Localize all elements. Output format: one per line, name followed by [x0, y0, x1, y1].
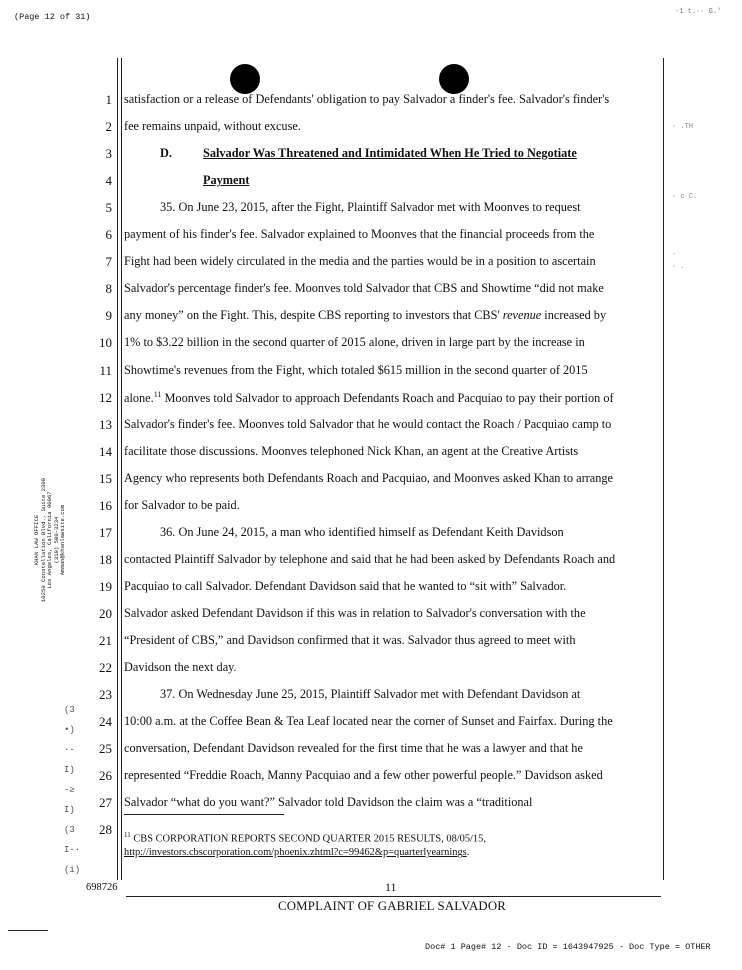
- line-number: 8: [105, 281, 112, 297]
- line-number: 24: [99, 714, 112, 730]
- document-id: 698726: [86, 882, 118, 893]
- line-text: Moonves told Salvador to approach Defendants Roach and Pacquiao to pay their portion of: [161, 390, 614, 405]
- footnote-rule: [124, 814, 284, 815]
- line-number: 21: [99, 633, 112, 648]
- right-edge-marks: [672, 120, 697, 274]
- text-line: [124, 119, 301, 134]
- line-text: increased by: [541, 308, 607, 323]
- edge-mark: · .: [672, 263, 685, 271]
- margin-mark: ·-: [64, 745, 75, 755]
- bottom-left-rule: [8, 930, 48, 931]
- firm-stamp-line: (310) 500-3234: [52, 516, 60, 564]
- line-number: 2: [105, 119, 112, 135]
- line-text: 1% to $3.22 billion in the second quarter of 2015 alone, driven in large part by the increase in: [124, 335, 585, 350]
- line-text: Salvador's percentage finder's fee. Moonves told Salvador that CBS and Showtime “did not make: [124, 281, 604, 296]
- line-text: facilitate those discussions. Moonves telephoned Nick Khan, an agent at the Creative Artists: [124, 443, 579, 458]
- margin-mark: -≥: [64, 785, 75, 795]
- line-number: 28: [99, 822, 112, 838]
- line-text: Davidson the next day.: [124, 660, 237, 675]
- firm-stamp-line: Los Angeles, California 90067: [46, 491, 54, 589]
- margin-mark: I-·: [64, 845, 81, 855]
- line-number: 6: [105, 227, 112, 243]
- line-text: any money” on the Fight. This, despite CBS reporting to investors that CBS': [124, 308, 503, 323]
- line-text: Salvador's finder's fee. Moonves told Salvador that he would contact the Roach / Pacquiao camp to: [124, 416, 612, 431]
- footnote-ref: 11: [153, 389, 162, 399]
- line-text: represented “Freddie Roach, Manny Pacquiao and a few other powerful people.” Davidson asked: [124, 768, 603, 783]
- line-text: alone.: [124, 390, 154, 405]
- line-text: 36. On June 24, 2015, a man who identified himself as Defendant Keith Davidson: [160, 524, 564, 539]
- line-number: 7: [105, 254, 112, 270]
- line-number: 22: [99, 660, 112, 676]
- text-line: [160, 525, 564, 540]
- text-line: [124, 335, 585, 350]
- punch-hole-right: [439, 64, 469, 94]
- line-number: 18: [99, 551, 112, 567]
- line-text: Agency who represents both Defendants Roach and Pacquiao, and Moonves asked Khan to arrange: [124, 470, 613, 485]
- line-text: 10:00 a.m. at the Coffee Bean & Tea Leaf located near the corner of Sunset and Fairfax. During the: [124, 714, 613, 729]
- text-line: [124, 471, 613, 486]
- margin-mark: I): [64, 805, 75, 815]
- footnote-text: CBS CORPORATION REPORTS SECOND QUARTER 2015 RESULTS, 08/05/15,: [130, 833, 486, 845]
- section-heading: Payment: [203, 173, 250, 188]
- section-label: D.: [160, 146, 172, 161]
- line-number: 13: [99, 416, 112, 432]
- edge-mark: .: [672, 249, 677, 257]
- line-number: 12: [99, 389, 112, 405]
- text-line: [124, 363, 588, 378]
- firm-stamp-line: 10250 Constellation Blvd., Suite 2300: [39, 477, 47, 603]
- line-number: 9: [105, 308, 112, 324]
- filing-stamp: Doc# 1 Page# 12 - Doc ID = 1643947925 - Doc Type = OTHER: [425, 942, 711, 952]
- text-line: [160, 146, 577, 161]
- line-number: 23: [99, 687, 112, 703]
- line-number: 16: [99, 497, 112, 513]
- text-line: [124, 444, 578, 459]
- line-number: 4: [105, 173, 112, 189]
- text-line: [124, 660, 237, 675]
- text-line: [124, 552, 615, 567]
- left-margin-rule-inner: [121, 58, 122, 880]
- page-number: 11: [385, 880, 397, 894]
- edge-mark: · .TH: [672, 123, 694, 131]
- text-line: [124, 741, 583, 756]
- text-line: [160, 687, 580, 702]
- left-margin-rule: [117, 58, 118, 880]
- line-text: “President of CBS,” and Davidson confirmed that it was. Salvador thus agreed to meet with: [124, 633, 576, 647]
- footnote-link[interactable]: http://investors.cbscorporation.com/phoenix.zhtml?c=99462&p=quarterlyearnings: [124, 847, 467, 859]
- firm-stamp-line: KHAN LAW OFFICE: [33, 514, 40, 566]
- line-number: 25: [99, 741, 112, 757]
- line-text: Pacquiao to call Salvador. Defendant Davidson said that he wanted to “sit with” Salvador.: [124, 578, 567, 593]
- line-number: 10: [99, 335, 112, 351]
- margin-mark: •): [64, 725, 75, 735]
- edge-mark: [672, 148, 697, 162]
- line-number: 14: [99, 443, 112, 459]
- line-number: 11: [99, 362, 112, 378]
- margin-mark: (3: [64, 705, 75, 715]
- page-header: (Page 12 of 31): [14, 12, 91, 22]
- punch-hole-left: [230, 64, 260, 94]
- text-line: [124, 714, 613, 729]
- text-line: [124, 498, 240, 513]
- text-line: [124, 390, 614, 406]
- edge-mark: [672, 204, 697, 218]
- text-line: [124, 92, 609, 107]
- line-number: 19: [99, 578, 112, 594]
- firm-stamp-line: Amman@khanlawsite.com: [59, 504, 67, 576]
- line-text: Showtime's revenues from the Fight, which totaled $615 million in the second quarter of 2015: [124, 362, 588, 377]
- text-line: [124, 633, 575, 648]
- text-line: [124, 417, 611, 432]
- text-line: [124, 768, 603, 783]
- footnote-11: [124, 828, 486, 860]
- margin-mark: I): [64, 765, 75, 775]
- edge-mark: [672, 162, 697, 176]
- text-line: [124, 795, 532, 810]
- text-line: [203, 173, 249, 188]
- edge-mark: [672, 134, 697, 148]
- text-line: [124, 227, 594, 242]
- line-text: Fight had been widely circulated in the media and the parties would be in a position to ascertain: [124, 254, 596, 269]
- line-text: 37. On Wednesday June 25, 2015, Plaintiff Salvador met with Defendant Davidson at: [160, 687, 581, 702]
- section-heading: Salvador Was Threatened and Intimidated When He Tried to Negotiate: [203, 146, 577, 161]
- footnote-period: .: [466, 847, 470, 859]
- line-number: 27: [99, 795, 112, 811]
- line-text: Salvador asked Defendant Davidson if this was in relation to Salvador's conversation with the: [124, 605, 586, 620]
- line-text: Salvador “what do you want?” Salvador told Davidson the claim was a “traditional: [124, 795, 533, 810]
- margin-mark: (i): [64, 865, 81, 875]
- line-number: 26: [99, 768, 112, 784]
- edge-mark: [672, 232, 697, 246]
- line-text: for Salvador to be paid.: [124, 497, 240, 512]
- text-line: [124, 606, 586, 621]
- line-text: 35. On June 23, 2015, after the Fight, Plaintiff Salvador met with Moonves to request: [160, 200, 581, 215]
- left-margin-marks: [64, 700, 80, 880]
- edge-mark: [672, 176, 697, 190]
- footer-title: COMPLAINT OF GABRIEL SALVADOR: [278, 899, 507, 913]
- edge-mark: · c C.: [672, 193, 698, 201]
- margin-mark: (3: [64, 825, 75, 835]
- line-text: fee remains unpaid, without excuse.: [124, 119, 301, 134]
- line-number: 5: [105, 200, 112, 216]
- text-line: [124, 308, 606, 323]
- text-line: [124, 579, 566, 594]
- line-number: 15: [99, 470, 112, 486]
- edge-mark: [672, 218, 697, 232]
- right-margin-rule: [663, 58, 664, 880]
- line-number: 3: [105, 146, 112, 162]
- text-line: [160, 200, 581, 215]
- line-text: satisfaction or a release of Defendants' obligation to pay Salvador a finder's fee. Salvador's finder's: [124, 92, 610, 106]
- line-number: 20: [99, 605, 112, 621]
- line-number: 17: [99, 524, 112, 540]
- top-right-mark: -1 t.·· G.': [675, 8, 722, 16]
- line-text: conversation, Defendant Davidson revealed for the first time that he was a lawyer and that he: [124, 741, 583, 756]
- emphasis-text: revenue: [502, 308, 542, 323]
- text-line: [124, 281, 604, 296]
- footer-rule: [126, 896, 661, 897]
- text-line: [124, 254, 596, 269]
- footnote-marker: 11: [124, 831, 131, 839]
- line-text: payment of his finder's fee. Salvador explained to Moonves that the financial proceeds from the: [124, 227, 595, 242]
- line-text: contacted Plaintiff Salvador by telephone and said that he had been asked by Defendants Roach and: [124, 551, 616, 566]
- line-number: 1: [105, 92, 112, 107]
